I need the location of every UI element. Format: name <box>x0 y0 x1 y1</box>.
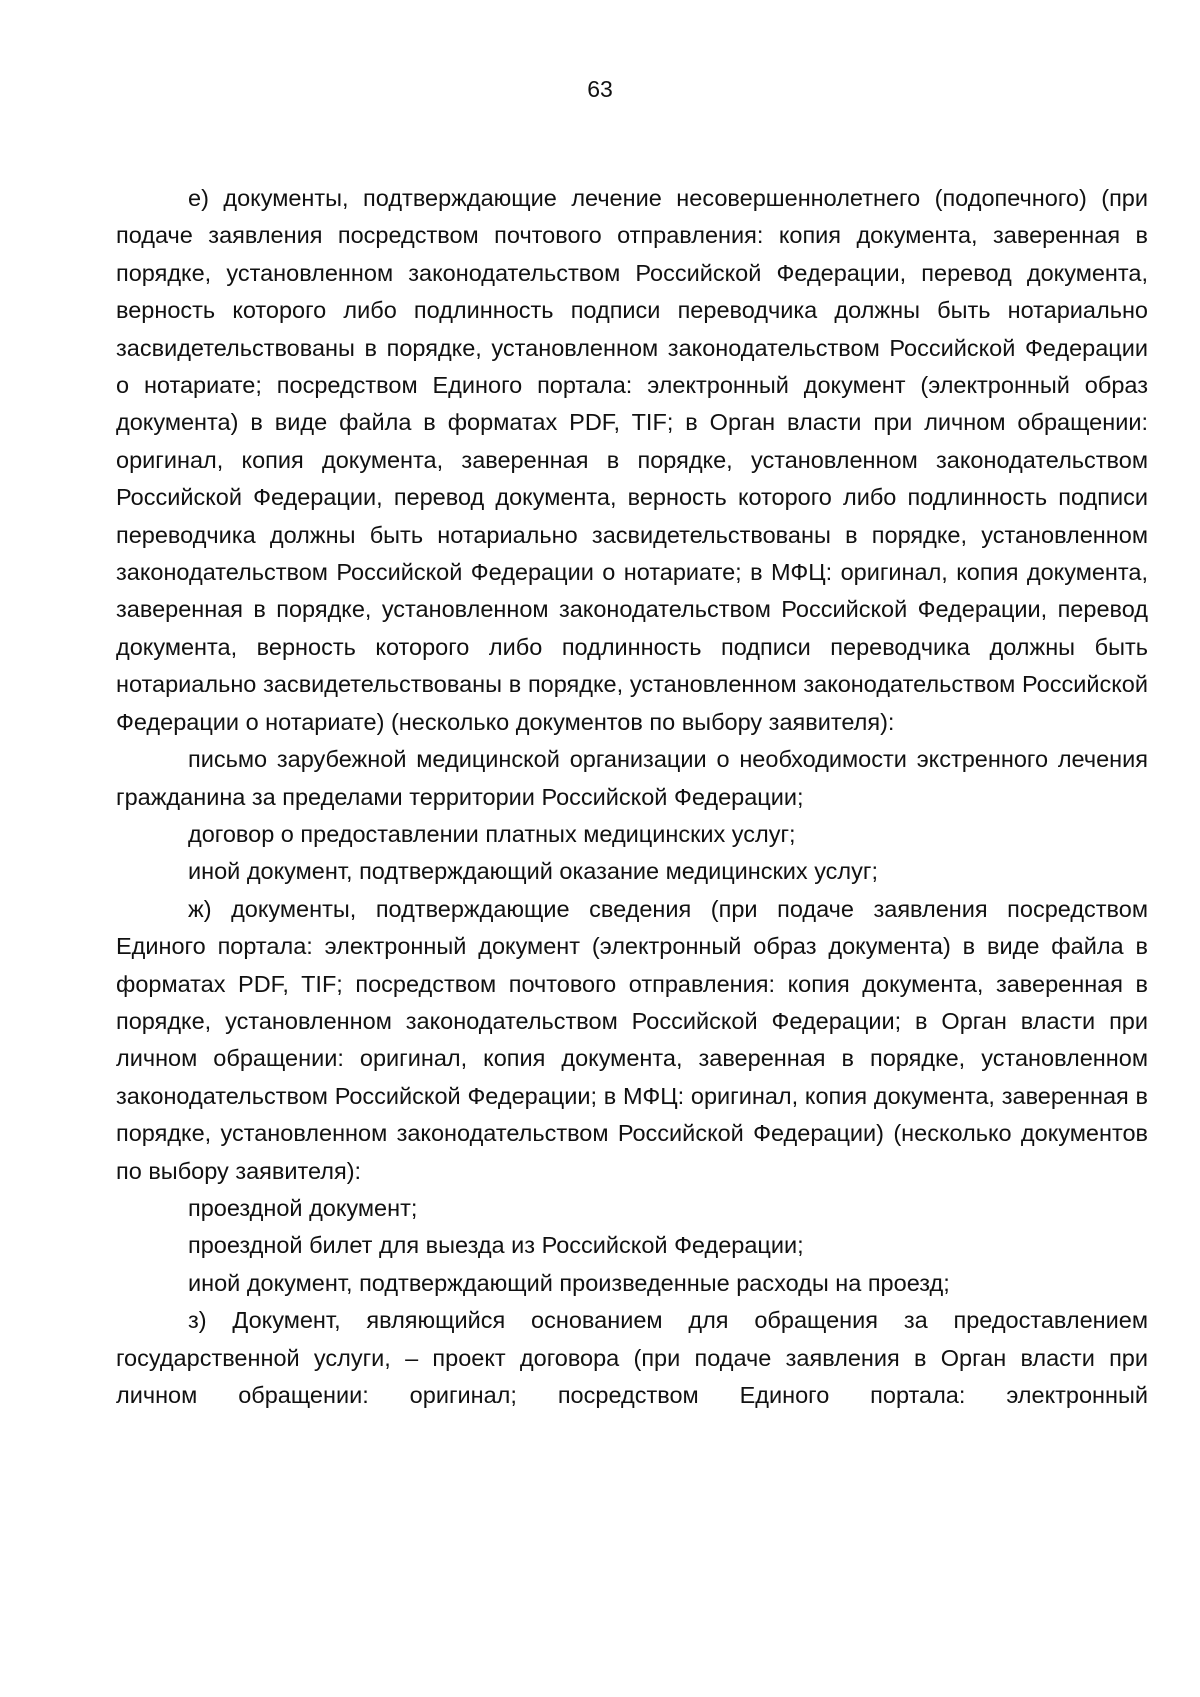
page-number: 63 <box>587 76 613 102</box>
paragraph-zh-documents-info: ж) документы, подтверждающие сведения (при подаче заявления посредством Единого портала: электронный документ (электронный образ документа) в виде файла в форматах PDF, TIF; посредством почтового отправления: копия документа, заверенная в порядке, установленном законодательством Российской Федерации; в Орган власти при личном обращении: оригинал, копия документа, заверенная в порядке, установленном законодательством Российской Федерации; в МФЦ: оригинал, копия документа, заверенная в порядке, установленном законодательством Российской Федерации) (несколько документов по выбору заявителя): <box>116 895 1148 1184</box>
list-item-paid-services-contract: договор о предоставлении платных медицинских услуг; <box>188 820 796 847</box>
paragraph-e-documents-treatment: е) документы, подтверждающие лечение несовершеннолетнего (подопечного) (при подаче заявления посредством почтового отправления: копия документа, заверенная в порядке, установленном законодательством Российской Федерации, перевод документа, верность которого либо подлинность подписи переводчика должны быть нотариально засвидетельствованы в порядке, установленном законодательством Российской Федерации о нотариате; посредством Единого портала: электронный документ (электронный образ документа) в виде файла в форматах PDF, TIF; в Орган власти при личном обращении: оригинал, копия документа, заверенная в порядке, установленном законодательством Российской Федерации, перевод документа, верность которого либо подлинность подписи переводчика должны быть нотариально засвидетельствованы в порядке, установленном законодательством Российской Федерации о нотариате; в МФЦ: оригинал, копия документа, заверенная в порядке, установленном законодательством Российской Федерации, перевод документа, верность которого либо подлинность подписи переводчика должны быть нотариально засвидетельствованы в порядке, установленном законодательством Российской Федерации о нотариате) (несколько документов по выбору заявителя): <box>116 185 1148 735</box>
list-item-other-medical-document: иной документ, подтверждающий оказание медицинских услуг; <box>188 858 878 885</box>
list-item-departure-ticket: проездной билет для выезда из Российской Федерации; <box>188 1232 804 1259</box>
list-item-foreign-clinic-letter: письмо зарубежной медицинской организации о необходимости экстренного лечения гражданина за пределами территории Российской Федерации; <box>116 746 1148 810</box>
list-item-other-travel-expense-document: иной документ, подтверждающий произведенные расходы на проезд; <box>188 1269 950 1296</box>
document-body <box>116 180 1148 1414</box>
paragraph-z-basis-document: з) Документ, являющийся основанием для обращения за предоставлением государственной услуги, – проект договора (при подаче заявления в Орган власти при личном обращении: оригинал; посредством Единого портала: электронный <box>116 1307 1148 1408</box>
list-item-travel-document: проездной документ; <box>188 1194 418 1221</box>
